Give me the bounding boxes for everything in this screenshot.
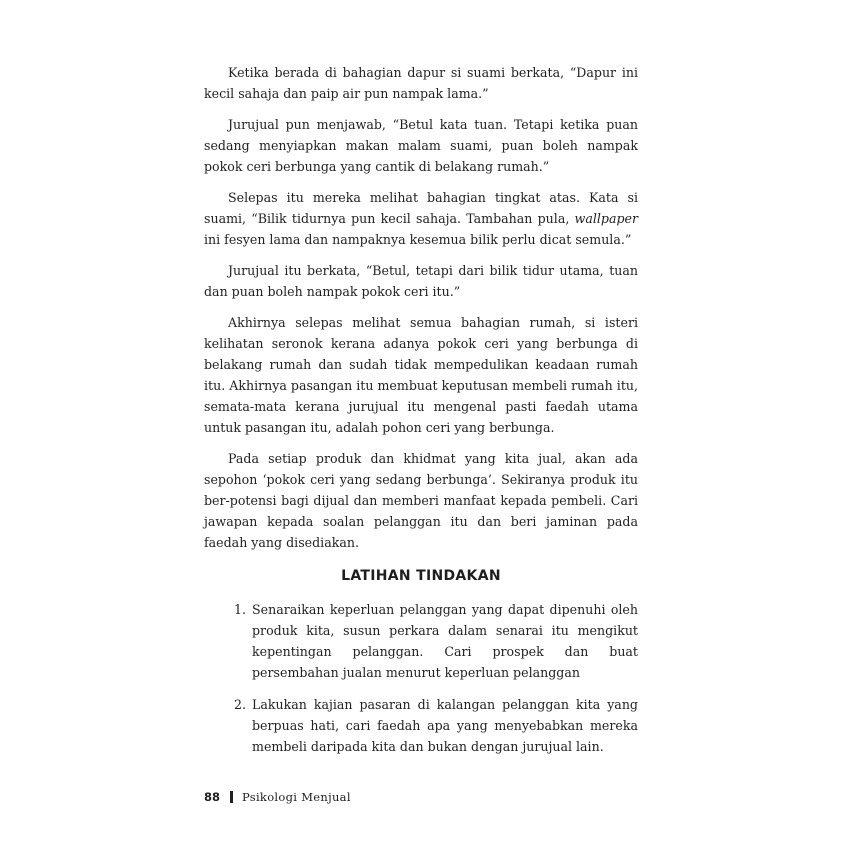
list-item xyxy=(204,599,638,683)
action-list xyxy=(204,599,638,757)
paragraph-text: ini fesyen lama dan nampaknya kesemua bilik perlu dicat semula.” xyxy=(204,232,632,247)
page-number: 88 xyxy=(204,790,221,804)
paragraph xyxy=(204,187,638,250)
list-number: 1. xyxy=(233,602,246,617)
paragraph-text: Selepas itu mereka melihat bahagian tingkat atas. Kata si suami, “Bilik tidurnya pun kecil sahaja. Tambahan pula, xyxy=(204,190,638,226)
paragraph: Jurujual pun menjawab, “Betul kata tuan. Tetapi ketika puan sedang menyiapkan makan malam suami, puan boleh nampak pokok ceri berbunga yang cantik di belakang rumah.” xyxy=(204,117,638,174)
page-body xyxy=(204,62,638,768)
paragraph: Ketika berada di bahagian dapur si suami berkata, “Dapur ini kecil sahaja dan paip air pun nampak lama.” xyxy=(204,65,638,101)
italic-term: wallpaper xyxy=(574,211,638,226)
paragraph: Akhirnya selepas melihat semua bahagian rumah, si isteri kelihatan seronok kerana adanya pokok ceri yang berbunga di belakang rumah dan sudah tidak mempedulikan keadaan rumah itu. Akhirnya pasangan itu membuat keputusan membeli rumah itu, semata-mata kerana jurujual itu mengenal pasti faedah utama untuk pasangan itu, adalah pohon ceri yang berbunga. xyxy=(204,315,638,435)
list-item-text: Lakukan kajian pasaran di kalangan pelanggan kita yang berpuas hati, cari faedah apa yang menyebabkan mereka membeli daripada kita dan bukan dengan jurujual lain. xyxy=(252,697,638,754)
paragraph: Pada setiap produk dan khidmat yang kita jual, akan ada sepohon ‘pokok ceri yang sedang berbunga’. Sekiranya produk itu ber-potensi bagi dijual dan memberi manfaat kepada pembeli. Cari jawapan kepada soalan pelanggan itu dan beri jaminan pada faedah yang disediakan. xyxy=(204,451,638,550)
page-footer xyxy=(204,790,351,804)
footer-divider xyxy=(230,791,233,803)
list-item xyxy=(204,694,638,757)
paragraph: Jurujual itu berkata, “Betul, tetapi dari bilik tidur utama, tuan dan puan boleh nampak pokok ceri itu.” xyxy=(204,263,638,299)
list-number: 2. xyxy=(233,697,246,712)
section-heading: LATIHAN TINDAKAN xyxy=(341,568,501,584)
book-title: Psikologi Menjual xyxy=(242,790,351,804)
list-item-text: Senaraikan keperluan pelanggan yang dapat dipenuhi oleh produk kita, susun perkara dalam senarai itu mengikut kepentingan pelanggan. Cari prospek dan buat persembahan jualan menurut keperluan pelanggan xyxy=(252,602,638,680)
